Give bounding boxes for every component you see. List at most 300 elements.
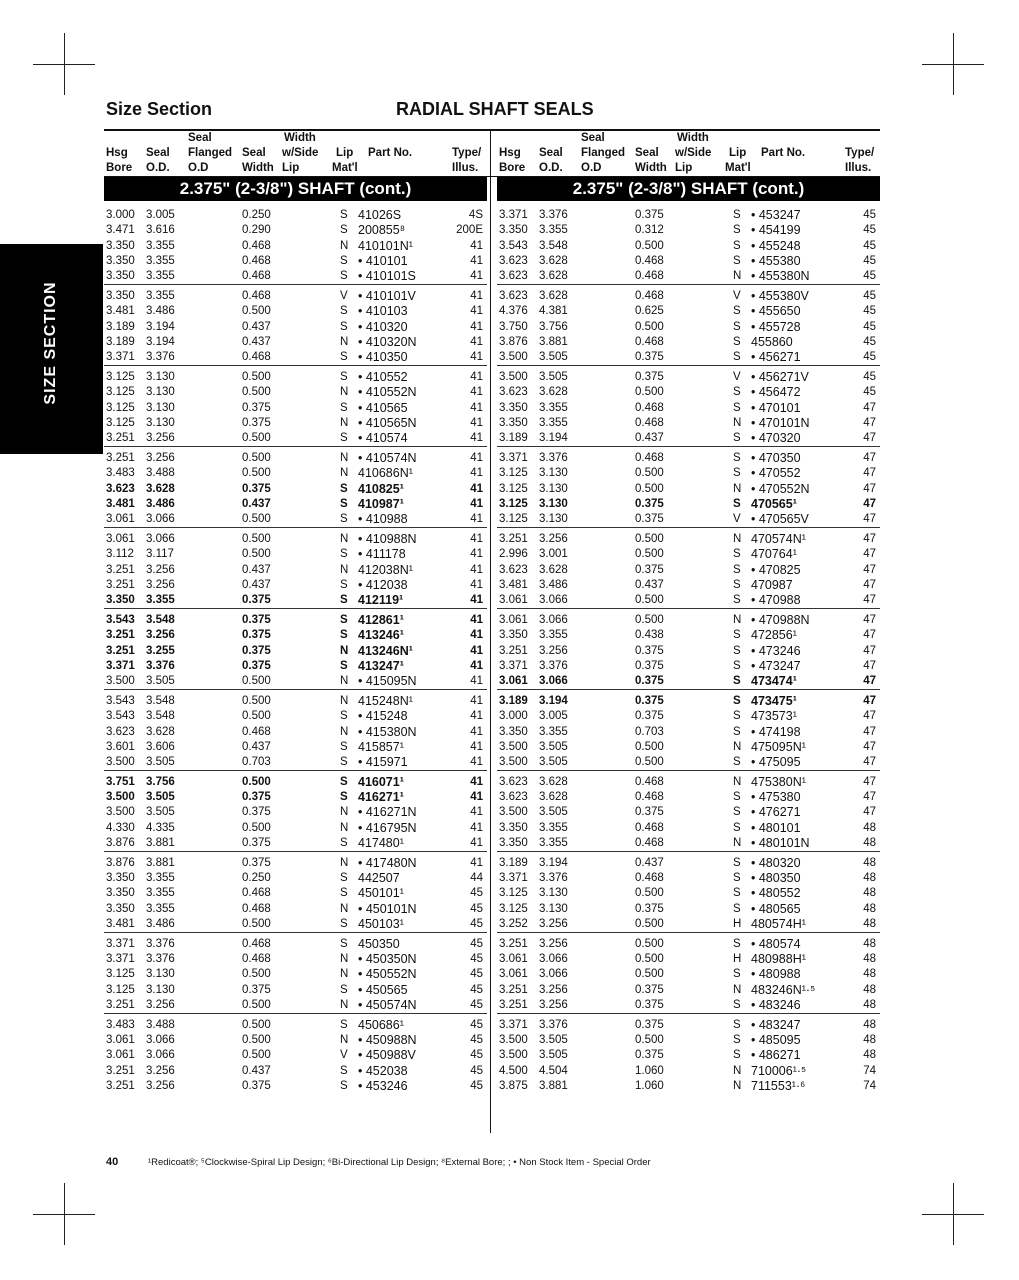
col-head-matl: Mat'l: [332, 162, 358, 174]
part-number: • 486271: [751, 1048, 801, 1063]
lip-material: S: [340, 254, 348, 267]
lip-material: N: [733, 983, 742, 996]
type-illus: 45: [470, 887, 483, 900]
table-row: [497, 613, 880, 628]
seal-od: 3.488: [146, 467, 175, 480]
lip-material: S: [733, 401, 741, 414]
part-number: • 480552: [751, 886, 801, 901]
col-head-seal: Seal: [581, 132, 605, 144]
seal-od: 3.130: [539, 902, 568, 915]
lip-material: S: [733, 335, 741, 348]
type-illus: 41: [470, 710, 483, 723]
lip-material: S: [340, 370, 348, 383]
table-row: [497, 1079, 880, 1094]
part-number: 415857¹: [358, 739, 404, 754]
col-head-matl: Mat'l: [725, 162, 751, 174]
hsg-bore: 3.350: [499, 416, 528, 429]
type-illus: 45: [470, 983, 483, 996]
col-head-seal2: Seal: [635, 147, 659, 159]
part-number: • 410101S: [358, 269, 416, 284]
hsg-bore: 3.350: [499, 629, 528, 642]
table-row: [104, 983, 487, 998]
hsg-bore: 3.350: [106, 254, 135, 267]
type-illus: 74: [863, 1080, 876, 1093]
part-number: 450350: [358, 936, 400, 951]
seal-width: 0.500: [635, 532, 664, 545]
seal-od: 3.130: [146, 968, 175, 981]
part-number: • 450988V: [358, 1048, 416, 1063]
type-illus: 45: [863, 224, 876, 237]
side-tab: [0, 244, 103, 454]
type-illus: 45: [863, 335, 876, 348]
hsg-bore: 3.500: [106, 756, 135, 769]
type-illus: 41: [470, 254, 483, 267]
hsg-bore: 3.061: [106, 513, 135, 526]
seal-width: 0.437: [242, 335, 271, 348]
table-row: [497, 254, 880, 269]
hsg-bore: 3.189: [106, 335, 135, 348]
table-row: [104, 416, 487, 431]
lip-material: N: [340, 694, 349, 707]
hsg-bore: 3.350: [499, 401, 528, 414]
hsg-bore: 3.371: [106, 659, 135, 672]
part-number: 470764¹: [751, 547, 797, 562]
lip-material: S: [733, 710, 741, 723]
seal-width: 0.375: [635, 710, 664, 723]
hsg-bore: 3.623: [106, 482, 135, 495]
lip-material: S: [733, 968, 741, 981]
lip-material: S: [733, 887, 741, 900]
seal-width: 0.468: [242, 937, 271, 950]
part-number: • 456472: [751, 385, 801, 400]
lip-material: H: [733, 953, 742, 966]
hsg-bore: 3.500: [499, 806, 528, 819]
col-head-wside: w/Side: [282, 147, 319, 159]
part-number: • 410320N: [358, 334, 417, 349]
table-row: [104, 563, 487, 578]
lip-material: N: [340, 999, 349, 1012]
part-number: • 480988: [751, 967, 801, 982]
part-number: • 450552N: [358, 967, 417, 982]
hsg-bore: 3.125: [499, 513, 528, 526]
seal-od: 3.548: [539, 239, 568, 252]
type-illus: 47: [863, 740, 876, 753]
table-row: [104, 532, 487, 547]
seal-od: 3.505: [539, 806, 568, 819]
crop-mark: [64, 33, 65, 95]
seal-od: 3.505: [539, 756, 568, 769]
hsg-bore: 3.623: [499, 386, 528, 399]
type-illus: 47: [863, 563, 876, 576]
seal-width: 0.500: [242, 968, 271, 981]
seal-width: 0.500: [242, 675, 271, 688]
seal-width: 0.437: [242, 497, 271, 510]
column-divider: [490, 130, 491, 1133]
hsg-bore: 3.061: [499, 675, 528, 688]
lip-material: S: [733, 856, 741, 869]
lip-material: N: [733, 482, 742, 495]
hsg-bore: 3.350: [499, 224, 528, 237]
lip-material: S: [733, 1049, 741, 1062]
table-row: [497, 952, 880, 967]
part-number: 450686¹: [358, 1017, 404, 1032]
type-illus: 47: [863, 791, 876, 804]
type-illus: 47: [863, 594, 876, 607]
seal-width: 0.500: [635, 937, 664, 950]
part-number: • 470825: [751, 562, 801, 577]
lip-material: S: [733, 320, 741, 333]
table-row: [497, 320, 880, 335]
seal-od: 3.881: [146, 837, 175, 850]
hsg-bore: 3.481: [106, 305, 135, 318]
part-number: 410101N¹: [358, 238, 413, 253]
hsg-bore: 3.251: [106, 629, 135, 642]
seal-width: 0.375: [635, 675, 664, 688]
seal-width: 0.500: [635, 740, 664, 753]
type-illus: 48: [863, 1018, 876, 1031]
hsg-bore: 3.500: [499, 370, 528, 383]
seal-width: 0.250: [242, 872, 271, 885]
part-number: • 450565: [358, 982, 408, 997]
part-number: • 455380V: [751, 288, 809, 303]
lip-material: N: [340, 953, 349, 966]
type-illus: 47: [863, 613, 876, 626]
type-illus: 41: [470, 659, 483, 672]
hsg-bore: 3.251: [106, 1080, 135, 1093]
type-illus: 45: [863, 370, 876, 383]
seal-width: 0.500: [635, 482, 664, 495]
lip-material: S: [340, 351, 348, 364]
part-number: • 410988: [358, 512, 408, 527]
lip-material: S: [733, 563, 741, 576]
part-number: • 455248: [751, 238, 801, 253]
part-number: 472856¹: [751, 628, 797, 643]
table-row: [497, 937, 880, 952]
part-number: 473573¹: [751, 709, 797, 724]
hsg-bore: 3.500: [106, 791, 135, 804]
seal-od: 3.376: [539, 659, 568, 672]
table-row: [104, 709, 487, 724]
seal-od: 3.355: [539, 725, 568, 738]
seal-width: 0.437: [635, 578, 664, 591]
col-head-od2: O.D: [188, 162, 209, 174]
table-row: [104, 902, 487, 917]
hsg-bore: 3.251: [499, 983, 528, 996]
type-illus: 45: [470, 902, 483, 915]
seal-width: 0.500: [242, 918, 271, 931]
hsg-bore: 4.500: [499, 1064, 528, 1077]
table-row: [497, 886, 880, 901]
seal-od: 3.486: [146, 918, 175, 931]
seal-width: 0.375: [635, 563, 664, 576]
seal-width: 0.500: [242, 305, 271, 318]
type-illus: 47: [863, 548, 876, 561]
hsg-bore: 3.500: [499, 740, 528, 753]
seal-width: 0.437: [242, 578, 271, 591]
table-row: [497, 821, 880, 836]
lip-material: S: [733, 644, 741, 657]
lip-material: V: [733, 513, 741, 526]
seal-od: 3.130: [146, 983, 175, 996]
part-number: • 455380: [751, 253, 801, 268]
table-row: [104, 775, 487, 790]
side-tab-label: SIZE SECTION: [42, 281, 59, 405]
type-illus: 45: [470, 918, 483, 931]
seal-od: 3.256: [146, 578, 175, 591]
hsg-bore: 3.061: [106, 1034, 135, 1047]
part-number: 475095N¹: [751, 739, 806, 754]
seal-od: 3.256: [146, 432, 175, 445]
seal-od: 3.355: [146, 239, 175, 252]
part-number: • 450574N: [358, 998, 417, 1013]
seal-width: 0.500: [242, 821, 271, 834]
type-illus: 45: [470, 1080, 483, 1093]
type-illus: 41: [470, 563, 483, 576]
lip-material: N: [340, 467, 349, 480]
seal-od: 3.194: [146, 335, 175, 348]
hsg-bore: 3.189: [106, 320, 135, 333]
seal-width: 0.468: [635, 401, 664, 414]
table-row: [104, 1079, 487, 1094]
lip-material: S: [340, 629, 348, 642]
type-illus: 41: [470, 482, 483, 495]
hsg-bore: 3.112: [106, 548, 134, 561]
seal-od: 3.355: [146, 254, 175, 267]
hsg-bore: 3.371: [106, 953, 135, 966]
hsg-bore: 3.189: [499, 432, 528, 445]
lip-material: S: [733, 629, 741, 642]
hsg-bore: 3.125: [106, 401, 135, 414]
hsg-bore: 3.350: [106, 887, 135, 900]
type-illus: 45: [863, 305, 876, 318]
type-illus: 41: [470, 775, 483, 788]
right-column: [497, 130, 880, 1094]
seal-od: 3.628: [539, 254, 568, 267]
table-row: [104, 451, 487, 466]
hsg-bore: 4.376: [499, 305, 528, 318]
type-illus: 41: [470, 289, 483, 302]
seal-od: 3.130: [539, 887, 568, 900]
type-illus: 45: [470, 968, 483, 981]
table-row: [104, 578, 487, 593]
part-number: 450103¹: [358, 917, 404, 932]
type-illus: 48: [863, 953, 876, 966]
type-illus: 45: [470, 953, 483, 966]
table-row: [497, 239, 880, 254]
part-number: • 415095N: [358, 674, 417, 689]
hsg-bore: 3.350: [106, 289, 135, 302]
part-number: • 474198: [751, 724, 801, 739]
part-number: 410987¹: [358, 496, 404, 511]
lip-material: V: [340, 289, 348, 302]
crop-mark: [953, 1183, 954, 1245]
lip-material: S: [340, 775, 348, 788]
seal-width: 1.060: [635, 1080, 664, 1093]
lip-material: S: [340, 872, 348, 885]
seal-width: 0.290: [242, 224, 271, 237]
seal-width: 0.468: [635, 821, 664, 834]
part-number: 410686N¹: [358, 466, 413, 481]
lip-material: S: [733, 872, 741, 885]
seal-width: 0.375: [242, 482, 271, 495]
table-row: [104, 755, 487, 771]
seal-od: 3.355: [539, 837, 568, 850]
seal-od: 3.548: [146, 694, 175, 707]
lip-material: N: [340, 902, 349, 915]
lip-material: S: [340, 791, 348, 804]
lip-material: S: [733, 351, 741, 364]
part-number: 455860: [751, 334, 793, 349]
seal-width: 0.250: [242, 209, 271, 221]
seal-width: 0.375: [635, 513, 664, 526]
lip-material: S: [733, 1018, 741, 1031]
col-head-lip2: Lip: [282, 162, 300, 174]
type-illus: 41: [470, 756, 483, 769]
lip-material: N: [733, 270, 742, 283]
hsg-bore: 3.875: [499, 1080, 528, 1093]
part-number: • 417480N: [358, 855, 417, 870]
part-number: • 470101N: [751, 415, 810, 430]
table-row: [497, 223, 880, 238]
seal-od: 3.505: [539, 370, 568, 383]
type-illus: 48: [863, 983, 876, 996]
part-number: • 416795N: [358, 820, 417, 835]
hsg-bore: 3.750: [499, 320, 528, 333]
part-number: • 480574: [751, 936, 801, 951]
hsg-bore: 3.251: [106, 432, 135, 445]
table-row: [104, 1064, 487, 1079]
seal-od: 3.881: [146, 856, 175, 869]
type-illus: 48: [863, 837, 876, 850]
seal-width: 0.500: [635, 968, 664, 981]
hsg-bore: 3.061: [499, 613, 528, 626]
type-illus: 41: [470, 320, 483, 333]
col-head-illus: Illus.: [845, 162, 872, 174]
seal-width: 0.375: [242, 416, 271, 429]
part-number: • 410552: [358, 369, 408, 384]
hsg-bore: 3.251: [106, 578, 135, 591]
seal-width: 0.468: [635, 837, 664, 850]
seal-od: 3.256: [146, 1080, 175, 1093]
table-row: [104, 208, 487, 223]
part-number: • 415380N: [358, 724, 417, 739]
type-illus: 200E: [456, 224, 483, 237]
seal-od: 3.256: [146, 629, 175, 642]
part-number: • 473246: [751, 643, 801, 658]
part-number: • 470552N: [751, 481, 810, 496]
table-row: [497, 694, 880, 709]
part-number: 415248N¹: [358, 693, 413, 708]
hsg-bore: 3.371: [499, 1018, 528, 1031]
seal-width: 0.468: [635, 335, 664, 348]
seal-od: 3.256: [146, 1064, 175, 1077]
table-row: [497, 775, 880, 790]
seal-width: 0.468: [635, 289, 664, 302]
seal-width: 0.468: [242, 289, 271, 302]
table-row: [497, 578, 880, 593]
lip-material: N: [733, 1080, 742, 1093]
type-illus: 45: [470, 999, 483, 1012]
seal-od: 3.256: [146, 563, 175, 576]
col-head-bore: Bore: [106, 162, 133, 174]
type-illus: 45: [863, 386, 876, 399]
part-number: 450101¹: [358, 886, 404, 901]
seal-width: 0.375: [242, 644, 271, 657]
type-illus: 47: [863, 578, 876, 591]
table-row: [497, 871, 880, 886]
table-row: [497, 401, 880, 416]
hsg-bore: 3.371: [106, 351, 135, 364]
hsg-bore: 3.471: [106, 224, 135, 237]
seal-od: 3.486: [146, 305, 175, 318]
lip-material: N: [733, 775, 742, 788]
part-number: • 410988N: [358, 531, 417, 546]
lip-material: V: [733, 370, 741, 383]
table-row: [497, 725, 880, 740]
type-illus: 48: [863, 856, 876, 869]
part-number: • 410565N: [358, 415, 417, 430]
lip-material: S: [340, 578, 348, 591]
lip-material: S: [733, 937, 741, 950]
part-number: • 470565V: [751, 512, 809, 527]
part-number: • 470101: [751, 400, 801, 415]
seal-width: 0.375: [635, 983, 664, 996]
col-head-od: O.D.: [539, 162, 563, 174]
table-row: [104, 431, 487, 447]
part-number: 470574N¹: [751, 531, 806, 546]
table-row: [497, 740, 880, 755]
seal-width: 0.375: [635, 370, 664, 383]
hsg-bore: 3.350: [106, 872, 135, 885]
part-number: • 480565: [751, 901, 801, 916]
type-illus: 44: [470, 872, 483, 885]
part-number: • 455380N: [751, 269, 810, 284]
col-head-wside: w/Side: [675, 147, 712, 159]
type-illus: 47: [863, 497, 876, 510]
type-illus: 47: [863, 806, 876, 819]
seal-width: 0.375: [242, 1080, 271, 1093]
type-illus: 41: [470, 451, 483, 464]
seal-od: 3.505: [539, 1034, 568, 1047]
type-illus: 48: [863, 937, 876, 950]
col-head-flanged: Flanged: [581, 147, 626, 159]
table-row: [497, 1033, 880, 1048]
hsg-bore: 3.543: [106, 710, 135, 723]
table-row: [104, 289, 487, 304]
seal-width: 0.468: [635, 416, 664, 429]
seal-width: 0.500: [242, 451, 271, 464]
seal-width: 0.468: [242, 953, 271, 966]
part-number: 475380N¹: [751, 774, 806, 789]
seal-od: 3.066: [539, 594, 568, 607]
table-row: [497, 350, 880, 366]
hsg-bore: 3.751: [106, 775, 135, 788]
hsg-bore: 3.125: [106, 416, 135, 429]
hsg-bore: 3.500: [499, 351, 528, 364]
type-illus: 47: [863, 725, 876, 738]
seal-width: 0.375: [242, 791, 271, 804]
table-row: [497, 1048, 880, 1063]
seal-od: 3.130: [539, 497, 568, 510]
table-row: [104, 805, 487, 820]
seal-od: 3.606: [146, 740, 175, 753]
type-illus: 47: [863, 432, 876, 445]
hsg-bore: 3.125: [106, 983, 135, 996]
seal-width: 0.500: [242, 1034, 271, 1047]
part-number: 470565¹: [751, 496, 797, 511]
seal-od: 3.628: [539, 289, 568, 302]
seal-width: 0.468: [635, 775, 664, 788]
